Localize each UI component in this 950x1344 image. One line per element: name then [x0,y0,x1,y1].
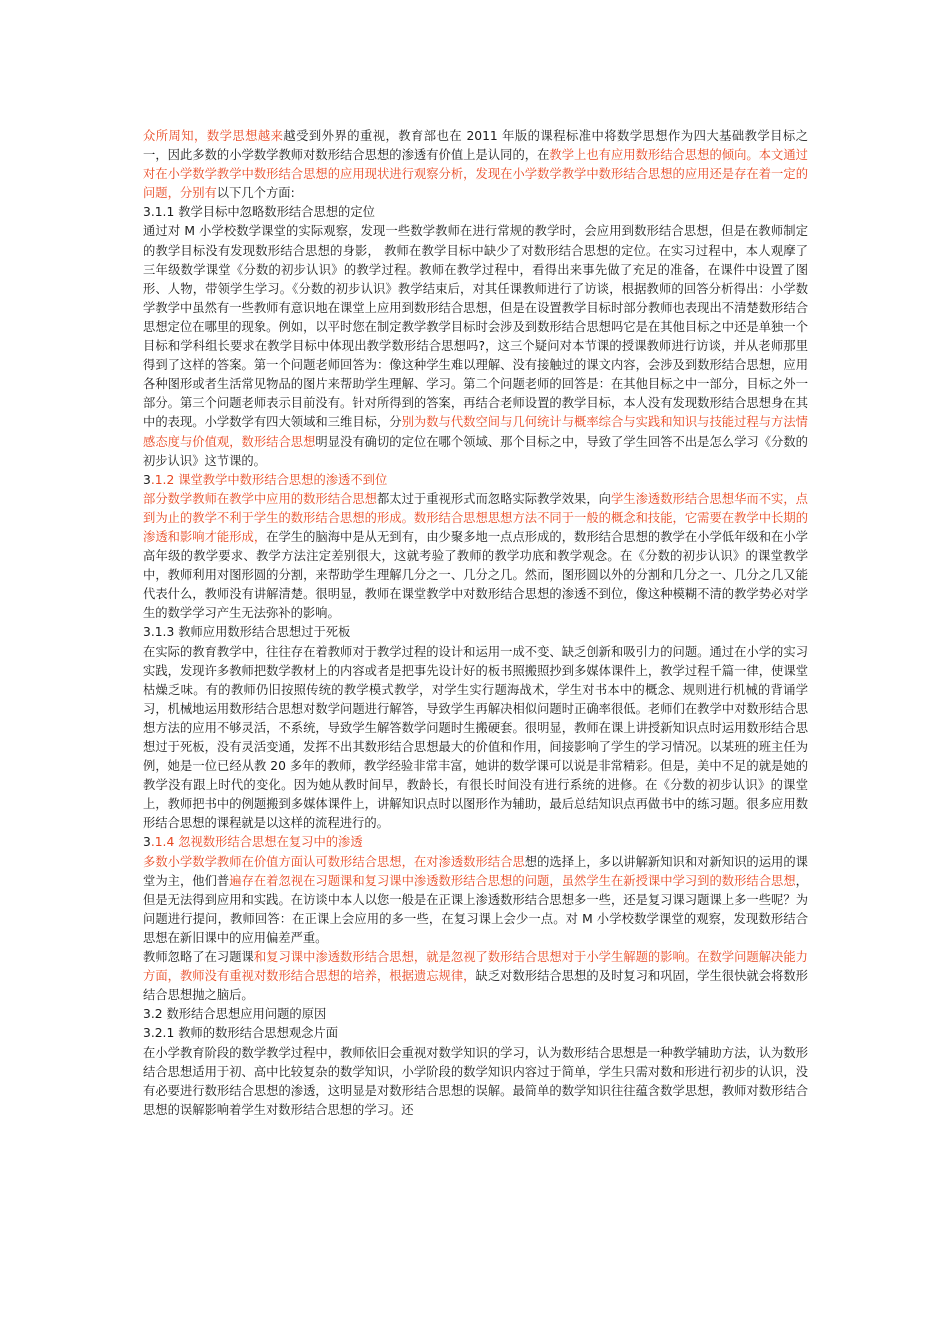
section-heading [143,1024,808,1043]
text-run: 在实际的教育教学中，往往存在着教师对于教学过程的设计和运用一成不变、缺乏创新和吸引力的问题。通过在小学的实习实践，发现许多教师把数学教材上的内容或者是把事先设计好的板书照搬照抄到多媒体课件上，教学过程千篇一律，使课堂枯燥乏味。有的教师仍旧按照传统的教学模式教学，对学生实行题海战术，学生对书本中的概念、规则进行机械的背诵学习，机械地运用数形结合思想对数学问题进行解答，导致学生再解决相似问题时正确率很低。老师们在教学中对数形结合思想方法的应用不够灵活，不系统，导致学生解答数学问题时生搬硬套。很明显，教师在课上讲授新知识点时运用数形结合思想过于死板，没有灵活变通，发挥不出其数形结合思想最大的价值和作用，间接影响了学生的学习情况。以某班的班主任为例，她是一位已经从教 20 多年的教师，教学经验非常丰富，她讲的数学课可以说是非常精彩。但是，美中不足的就是她的教学没有跟上时代的变化。因为她从教时间早，教龄长，有很长时间没有进行系统的进修。在《分数的初步认识》的课堂上，教师把书中的例题搬到多媒体课件上，讲解知识点时以图形作为辅助，最后总结知识点再做书中的练习题。很多应用数形结合思想的课程就是以这样的流程进行的。 [143,644,808,831]
section-heading [143,471,808,490]
text-run: 3.1.1 教学目标中忽略数形结合思想的定位 [143,205,375,220]
highlighted-text: 部分数学教师在教学中应用的数形结合思想 [143,491,377,506]
text-run: 想的选择上，多以讲解新知识和对新知识的运用的课堂为主，他们普 [143,854,808,888]
text-run: ，但是无法得到应用和实践。在访谈中本人以您一般是在正课上渗透数形结合思想多一些，还是复习课习题课上多一些呢？为问题进行提问，教师回答：在正课上会应用的多一些，在复习课上会少一点。对 M 小学校数学课堂的观察，发现数形结合思想在新旧课中的应用偏差严重。 [143,873,808,945]
text-run: 缺乏对数形结合思想的及时复习和巩固，学生很快就会将数形结合思想抛之脑后。 [143,969,808,1003]
text-run: 在小学教育阶段的数学教学过程中，教师依旧会重视对数学知识的学习，认为数形结合思想是一种教学辅助方法，认为数形结合思想适用于初、高中比较复杂的数学知识，小学阶段的数学知识内容过于简单，学生只需对数和形进行初步的认识，没有必要进行数形结合思想的渗透，这明显是对数形结合思想的误解。最简单的数学知识往往蕴含数学思想，教师对数形结合思想的误解影响着学生对数形结合思想的学习。还 [143,1045,808,1117]
highlighted-text: 教学上也有应用数形结合思想的倾向。本文通过对在小学数学教学中数形结合思想的应用现状进行观察分析，发现在小学数学教学中数形结合思想的应用还是存在着一定的问题，分别有 [143,148,808,201]
body-paragraph [143,643,808,834]
highlighted-text: 遍存在着忽视在习题课和复习课中渗透数形结合思想的问题，虽然学生在新授课中学习到的数形结合思想 [229,873,796,888]
highlighted-text: .1.4 忽视数形结合思想在复习中的渗透 [150,835,363,850]
highlighted-text: 和复习课中渗透数形结合思想，就是忽视了数形结合思想对于小学生解题的影响。在数学问题解决能力方面，教师没有重视对数形结合思想的培养，根据遗忘规律， [143,950,808,984]
highlighted-text: 多数小学数学教师在价值方面认可数形结合思想，在对渗透数形结合思 [143,854,525,869]
text-run: 3 [143,835,151,850]
highlighted-text: 学生渗透数形结合思想华而不实，点到为止的教学不利于学生的数形结合思想的形成。数形结合思想思想方法不同于一般的概念和技能，它需要在教学中长期的渗透和影响才能形成， [143,491,808,544]
text-run: 3.2.1 教师的数形结合思想观念片面 [143,1026,339,1041]
body-paragraph [143,222,808,470]
section-heading [143,623,808,642]
text-run: 都太过于重视形式而忽略实际教学效果，向 [376,491,611,506]
body-paragraph [143,127,808,203]
text-run: 越受到外界的重视，教育部也在 2011 年版的课程标准中将数学思想作为四大基础教学目标之一，因此多数的小学数学教师对数形结合思想的渗透有价值上是认同的，在 [143,129,808,163]
text-run: 通过对 M 小学校数学课堂的实际观察，发现一些数学教师在进行常规的教学时，会应用到数形结合思想，但是在教师制定的教学目标没有发现数形结合思想的身影， 教师在教学目标中缺少了对数形结合思想的定位。在实习过程中，本人观摩了三年级数学课堂《分数的初步认识》的教学过程。教师在教学过程中，看得出来事先做了充足的准备，在课件中设置了图形、人物，带领学生学习。《分数的初步认识》教学结束后，对其任课教师进行了访谈，根据教师的回答分析得出：小学数学教学中虽然有一些教师有意识地在课堂上应用到数形结合思想，但是在设置教学目标时部分教师也表现出不清楚数形结合思想定位在哪里的现象。例如，以平时您在制定教学教学目标时会涉及到数形结合思想吗它是在其他目标之中还是单独一个目标和学科组长要求在教学目标中体现出教学数形结合思想吗?，这三个疑问对本节课的授课教师进行访谈，并从老师那里得到了这样的答案。第一个问题老师回答为：像这种学生难以理解、没有接触过的课文内容，会涉及到数形结合思想，应用各种图形或者生活常见物品的图片来帮助学生理解、学习。第二个问题老师的回答是：在其他目标之中一部分，目标之外一部分。第三个问题老师表示目前没有。针对所得到的答案，再结合老师设置的教学目标，本人没有发现数形结合思想身在其中的表现。小学数学有四大领域和三维目标，分 [143,224,808,430]
text-run: 3.1.3 教师应用数形结合思想过于死板 [143,625,351,640]
section-heading [143,833,808,852]
text-run: 3 [143,472,151,487]
body-paragraph [143,853,808,948]
text-run: 教师忽略了在习题课 [143,950,254,965]
text-run: 以下几个方面: [216,186,295,201]
section-heading [143,203,808,222]
body-paragraph [143,948,808,1005]
body-paragraph [143,1044,808,1120]
text-run: 3.2 数形结合思想应用问题的原因 [143,1007,327,1022]
text-run: 明显没有确切的定位在哪个领域、那个目标之中，导致了学生回答不出是怎么学习《分数的初步认识》这节课的。 [143,434,808,468]
highlighted-text: 众所周知，数学思想越来 [143,129,284,143]
highlighted-text: 别为数与代数空间与几何统计与概率综合与实践和知识与技能过程与方法情感态度与价值观，数形结合思想 [143,415,808,449]
section-heading [143,1005,808,1024]
body-paragraph [143,490,808,624]
highlighted-text: .1.2 课堂教学中数形结合思想的渗透不到位 [150,472,388,487]
text-run: 在学生的脑海中是从无到有，由少聚多地一点点形成的，数形结合思想的教学在小学低年级和在小学高年级的教学要求、教学方法注定差别很大，这就考验了教师的教学功底和教学观念。在《分数的初步认识》的课堂教学中，教师利用对图形圆的分割，来帮助学生理解几分之一、几分之几。然而，图形圆以外的分割和几分之一、几分之几又能代表什么，教师没有讲解清楚。很明显，教师在课堂教学中对数形结合思想的渗透不到位，像这种模糊不清的教学势必对学生的数学学习产生无法弥补的影响。 [143,529,808,621]
document-body [143,127,808,1120]
